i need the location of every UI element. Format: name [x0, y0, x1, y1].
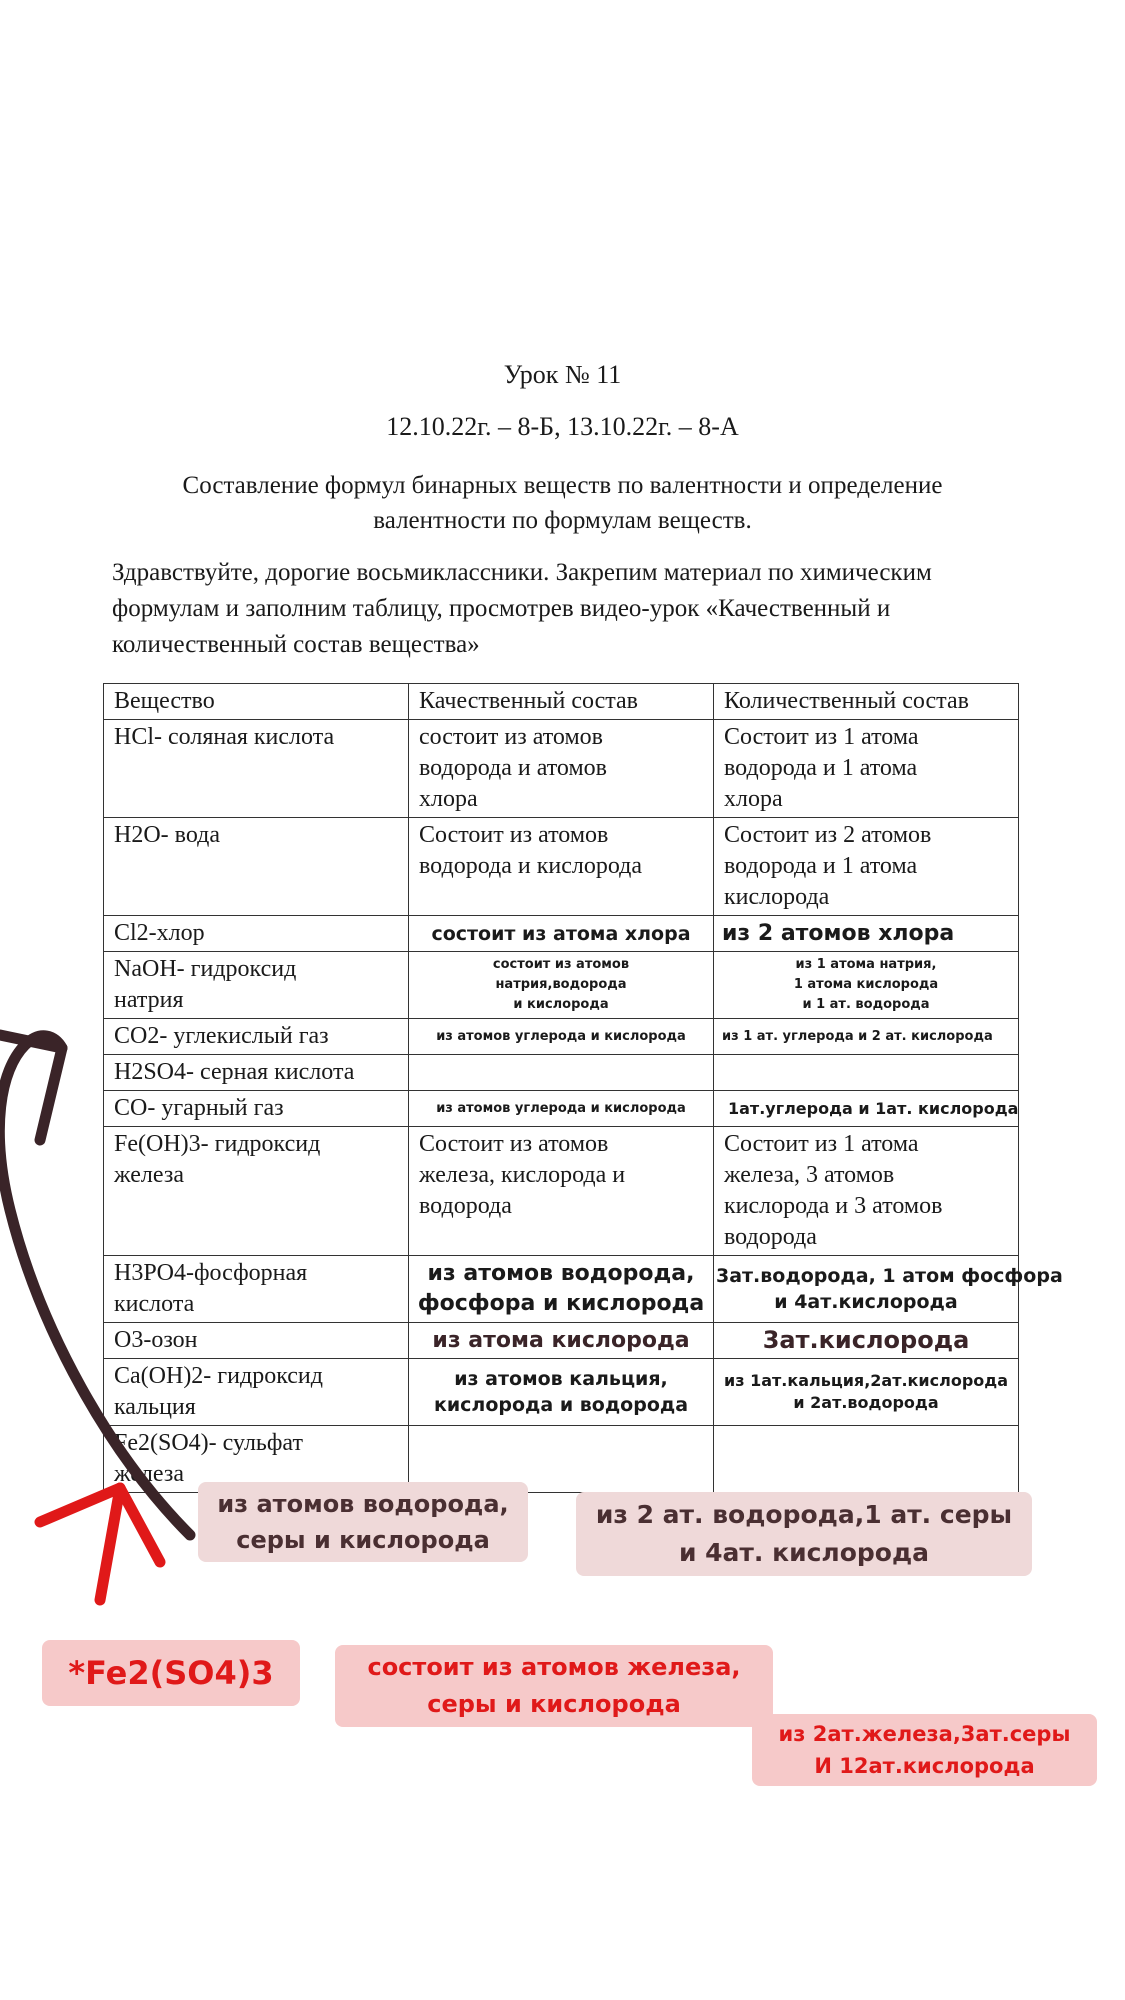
qualitative-cell: из атомов углерода и кислорода	[409, 1019, 714, 1055]
substance-cell: H2SO4- серная кислота	[104, 1055, 409, 1091]
red-arrow-icon	[100, 1488, 120, 1600]
qualitative-cell: Состоит из атомов железа, кислорода и водорода	[409, 1127, 714, 1256]
quantitative-cell: из 1 ат. углерода и 2 ат. кислорода	[714, 1019, 1019, 1055]
substance-cell: H3PO4-фосфорная кислота	[104, 1256, 409, 1323]
qualitative-cell: Состоит из атомов водорода и кислорода	[409, 818, 714, 916]
intro-line: Здравствуйте, дорогие восьмиклассники. Закрепим материал по химическим	[112, 559, 932, 586]
quantitative-cell: из 2 атомов хлора	[714, 916, 1019, 952]
intro-line: формулам и заполним таблицу, просмотрев видео-урок «Качественный и	[112, 595, 891, 622]
substance-cell: Ca(OH)2- гидроксид кальция	[104, 1359, 409, 1426]
substance-cell: CO2- углекислый газ	[104, 1019, 409, 1055]
substance-cell: NaOH- гидроксид натрия	[104, 952, 409, 1019]
fe-formula-note: *Fe2(SO4)3	[42, 1640, 300, 1706]
quantitative-cell: 1ат.углерода и 1ат. кислорода	[714, 1091, 1019, 1127]
qualitative-cell: состоит из атомов водорода и атомов хлора	[409, 720, 714, 818]
quantitative-cell: из 1ат.кальция,2ат.кислорода и 2ат.водорода	[714, 1359, 1019, 1426]
topic-line: валентности по формулам веществ.	[373, 507, 752, 534]
h2so4-quantitative-note: из 2 ат. водорода,1 ат. серы и 4ат. кислорода	[576, 1492, 1032, 1576]
quantitative-cell: 3ат.водорода, 1 атом фосфора и 4ат.кислорода	[714, 1256, 1019, 1323]
substance-cell: O3-озон	[104, 1323, 409, 1359]
qualitative-cell: состоит из атома хлора	[409, 916, 714, 952]
red-arrowhead-icon	[40, 1488, 160, 1562]
quantitative-cell: Состоит из 2 атомов водорода и 1 атома кислорода	[714, 818, 1019, 916]
qualitative-cell: из атома кислорода	[409, 1323, 714, 1359]
header-qualitative: Качественный состав	[409, 684, 714, 720]
lesson-title: Урок № 11	[503, 360, 622, 389]
substance-cell: Fe(OH)3- гидроксид железа	[104, 1127, 409, 1256]
quantitative-cell: Состоит из 1 атома железа, 3 атомов кислорода и 3 атомов водорода	[714, 1127, 1019, 1256]
substance-cell: HCl- соляная кислота	[104, 720, 409, 818]
header-substance: Вещество	[104, 684, 409, 720]
quantitative-cell: Состоит из 1 атома водорода и 1 атома хлора	[714, 720, 1019, 818]
substance-cell: Fe2(SO4)- сульфат железа	[104, 1426, 409, 1493]
substance-cell: Cl2-хлор	[104, 916, 409, 952]
qualitative-cell: состоит из атомов натрия,водорода и кислорода	[409, 952, 714, 1019]
lesson-dates: 12.10.22г. – 8-Б, 13.10.22г. – 8-А	[386, 412, 739, 441]
fe-qualitative-note: состоит из атомов железа, серы и кислорода	[335, 1645, 773, 1727]
qualitative-cell: из атомов углерода и кислорода	[409, 1091, 714, 1127]
fe-quantitative-note: из 2ат.железа,3ат.серы И 12ат.кислорода	[752, 1714, 1097, 1786]
quantitative-cell: из 1 атома натрия, 1 атома кислорода и 1 ат. водорода	[714, 952, 1019, 1019]
topic-line: Составление формул бинарных веществ по валентности и определение	[182, 472, 943, 499]
h2so4-qualitative-note: из атомов водорода, серы и кислорода	[198, 1482, 528, 1562]
header-quantitative: Количественный состав	[714, 684, 1019, 720]
qualitative-cell: из атомов водорода, фосфора и кислорода	[409, 1256, 714, 1323]
intro-line: количественный состав вещества»	[112, 631, 480, 658]
qualitative-cell: из атомов кальция, кислорода и водорода	[409, 1359, 714, 1426]
quantitative-cell: 3ат.кислорода	[714, 1323, 1019, 1359]
dark-arrow-icon	[0, 1036, 190, 1535]
substance-cell: CO- угарный газ	[104, 1091, 409, 1127]
substance-cell: H2O- вода	[104, 818, 409, 916]
